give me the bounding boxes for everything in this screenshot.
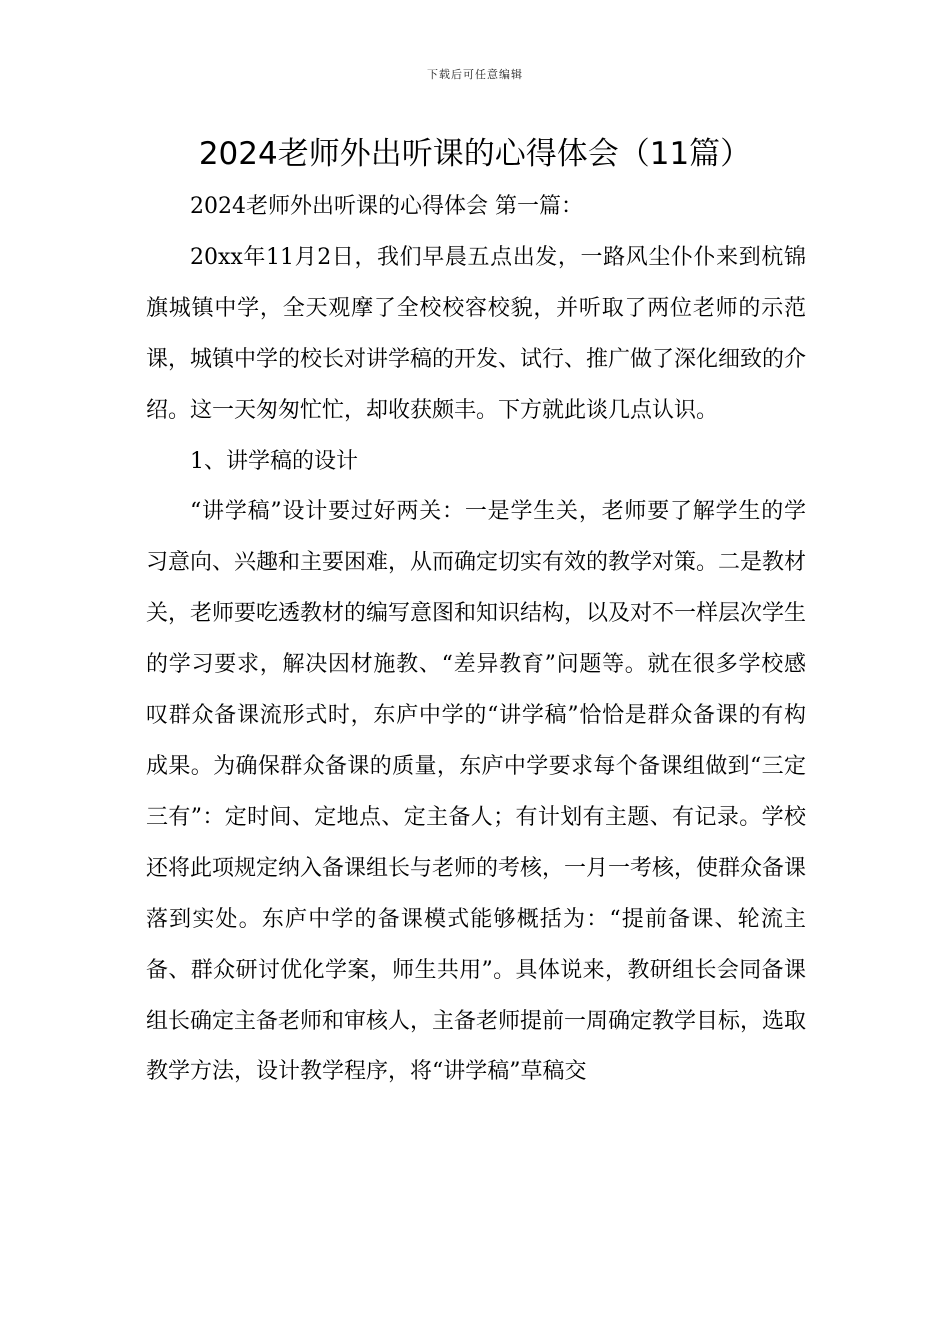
design-paragraph: “讲学稿”设计要过好两关：一是学生关，老师要了解学生的学习意向、兴趣和主要困难，从而确定切实有效的教学对策。二是教材关，老师要吃透教材的编写意图和知识结构，以及对不一样层次学生的学习要求，解决因材施教、“差异教育”问题等。就在很多学校感叹群众备课流形式时，东庐中学的“讲学稿”恰恰是群众备课的有构成果。为确保群众备课的质量，东庐中学要求每个备课组做到“三定三有”：定时间、定地点、定主备人；有计划有主题、有记录。学校还将此项规定纳入备课组长与老师的考核，一月一考核，使群众备课落到实处。东庐中学的备课模式能够概括为：“提前备课、轮流主备、群众研讨优化学案，师生共用”。具体说来，教研组长会同备课组长确定主备老师和审核人，主备老师提前一周确定教学目标，选取教学方法，设计教学程序，将“讲学稿”草稿交	[146, 499, 807, 1085]
header-note: 下载后可任意编辑	[427, 68, 523, 81]
document-title: 2024老师外出听课的心得体会（11篇）	[198, 136, 752, 172]
subheading-design: 1、讲学稿的设计	[190, 448, 358, 474]
section-heading-part-one: 2024老师外出听课的心得体会 第一篇：	[190, 194, 583, 219]
document-body	[146, 182, 806, 1098]
intro-paragraph: 20xx年11月2日，我们早晨五点出发，一路风尘仆仆来到杭锦旗城镇中学，全天观摩了全校校容校貌，并听取了两位老师的示范课，城镇中学的校长对讲学稿的开发、试行、推广做了深化细致的介绍。这一天匆匆忙忙，却收获颇丰。下方就此谈几点认识。	[146, 244, 807, 423]
